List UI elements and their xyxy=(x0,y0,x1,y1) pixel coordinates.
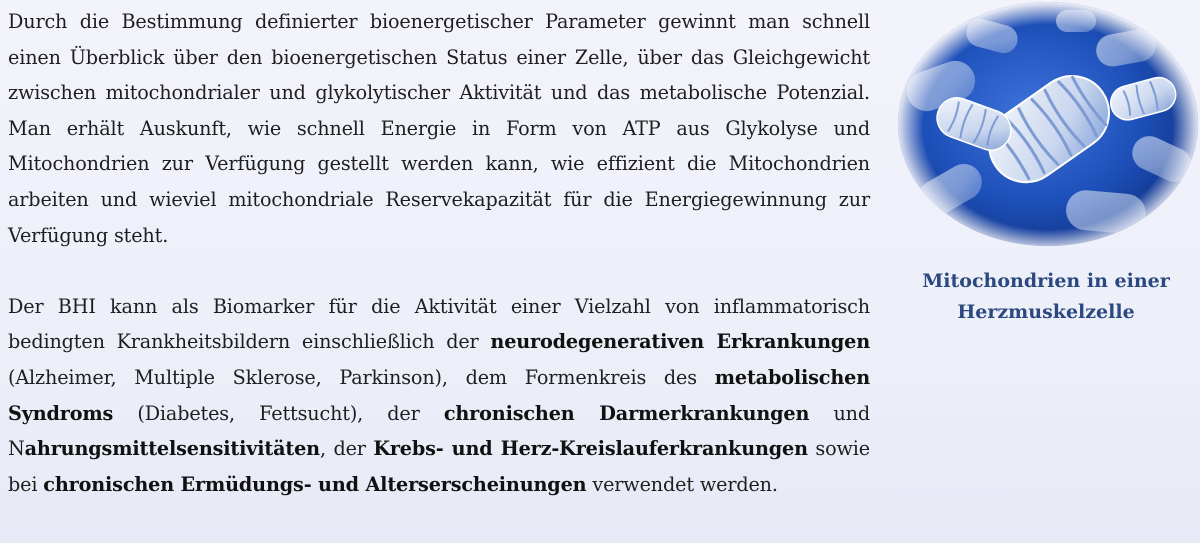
text-run: und N xyxy=(8,401,870,461)
paragraph-bioenergetics xyxy=(8,4,870,253)
main-text xyxy=(8,4,870,502)
bold-term: chronischen Darmerkrankungen xyxy=(443,401,810,425)
text-run: Der BHI kann als Biomarker für die Aktivität einer Vielzahl von inflammatorisch bedingten Krankheitsbildern einschließlich der xyxy=(8,294,870,354)
text-run: , der xyxy=(319,437,374,461)
bold-term: Krebs- und Herz-Kreislauferkrankungen xyxy=(373,437,808,461)
text-run: Durch die Bestimmung definierter bioenergetischer Parameter gewinnt man schnell einen Überblick über den bioenergetischen Status einer Zelle, über das Gleichgewicht zwischen mitochondrialer und glykolytischer Aktivität und das metabolische Potenzial. Man erhält Auskunft, wie schnell Energie in Form von ATP aus Glykolyse und Mitochondrien zur Verfügung gestellt werden kann, wie effizient die Mitochondrien arbeiten und wieviel mitochondriale Reservekapazität für die Energiegewinnung zur Verfügung steht. xyxy=(8,10,870,247)
text-run: sowie bei xyxy=(8,437,870,496)
figure-caption xyxy=(896,266,1196,328)
paragraph-bhi-biomarker xyxy=(8,289,870,503)
text-run: verwendet werden. xyxy=(586,472,778,496)
bold-term: chronischen Ermüdungs- und Alterserscheinungen xyxy=(43,472,587,496)
caption-line-2: Herzmuskelzelle xyxy=(957,301,1135,323)
bold-term: neurodegenerativen Erkrankungen xyxy=(490,330,870,354)
mitochondria-figure xyxy=(896,2,1200,342)
text-run: (Alzheimer, Multiple Sklerose, Parkinson), dem Formenkreis des xyxy=(8,365,715,389)
mitochondria-image xyxy=(896,2,1200,252)
caption-line-1: Mitochondrien in einer xyxy=(922,270,1170,292)
bold-term: ahrungsmittelsensitivitäten xyxy=(24,437,320,461)
bold-term: metabolischen Syndroms xyxy=(8,365,870,425)
text-run: (Diabetes, Fettsucht), der xyxy=(113,401,444,425)
